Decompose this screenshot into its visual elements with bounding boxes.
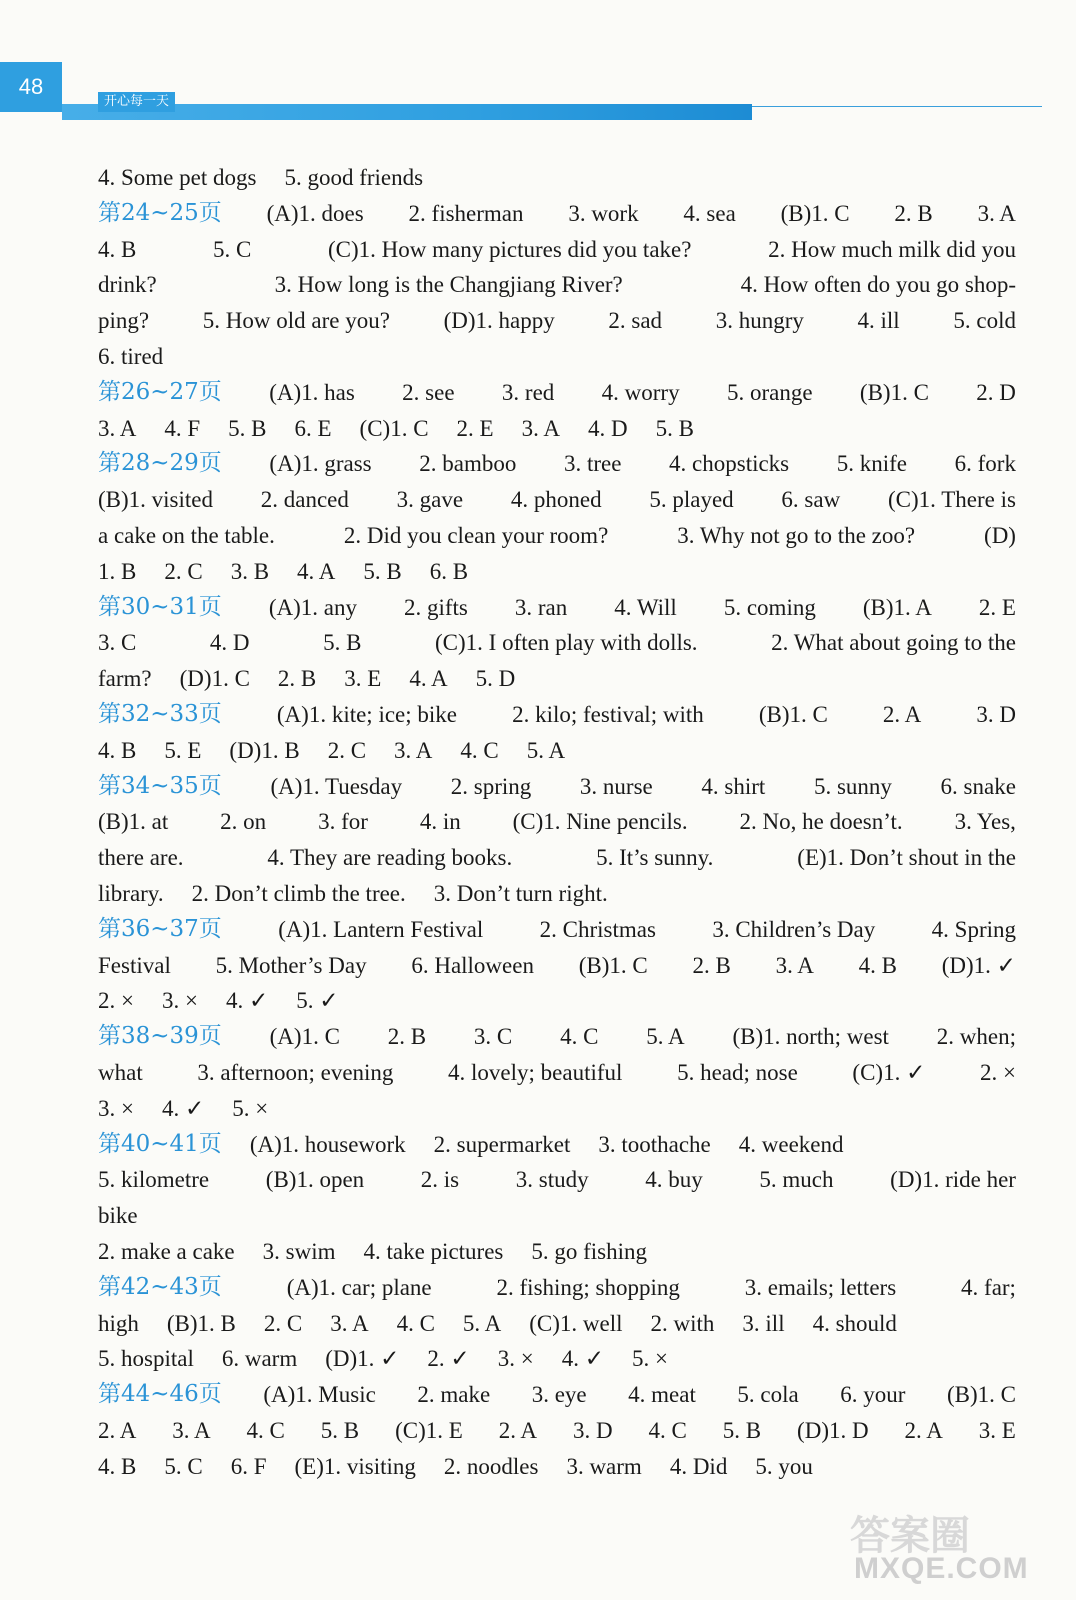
answer-line [98, 518, 1016, 554]
answer-item: 2. B [387, 1024, 427, 1050]
answer-item: 3. A [98, 415, 137, 441]
answer-item: 5. good friends [284, 165, 424, 190]
answer-item: 6. your [840, 1382, 906, 1408]
page-range-heading: 第24~25页 [98, 199, 222, 226]
answer-item: 6. B [429, 558, 469, 584]
answer-item: 2. noodles [443, 1453, 539, 1479]
answer-item: (A)1. C [269, 1024, 340, 1050]
answer-item: (D)1. ✓ [941, 952, 1016, 978]
answer-item: 3. A [394, 737, 433, 763]
answer-item: what [98, 1059, 143, 1085]
answer-item: 4. chopsticks [669, 451, 790, 477]
answer-item: 6. F [230, 1453, 267, 1479]
answer-item: (E)1. visiting [294, 1453, 416, 1479]
answer-item: 3. B [230, 558, 270, 584]
answer-item: (A)1. any [268, 594, 357, 620]
answer-item: 4. ✓ [225, 988, 269, 1014]
answer-item: 4. B [858, 952, 897, 978]
answer-item: (D) [984, 522, 1016, 548]
answer-item: (C)1. Nine pencils. [512, 809, 688, 835]
answer-item: 4. B [98, 236, 137, 262]
answer-item: 2. How much milk did you [768, 236, 1016, 262]
answer-item: (D)1. happy [443, 308, 555, 334]
answer-item: 2. make a cake [98, 1238, 235, 1264]
answer-item: 3. C [473, 1024, 513, 1050]
answer-item: (C)1. How many pictures did you take? [328, 236, 692, 262]
answer-line [98, 1091, 1016, 1127]
watermark-url: MXQE.COM [854, 1552, 1029, 1585]
answer-item: 3. work [568, 200, 639, 226]
answer-item: 4. F [164, 415, 201, 441]
answer-item: 2. C [263, 1310, 303, 1336]
answer-item: 2. fishing; shopping [496, 1274, 680, 1300]
answer-item: 2. fisherman [408, 200, 524, 226]
answer-item: 4. C [560, 1024, 599, 1050]
answer-item: 3. ran [514, 594, 568, 620]
answer-item: 2. B [894, 200, 933, 226]
answer-item: 3. eye [531, 1382, 587, 1408]
page-range-heading: 第34~35页 [98, 772, 222, 799]
answer-line [98, 1162, 1016, 1198]
answer-item: (B)1. at [98, 809, 169, 835]
answer-item: 3. afternoon; evening [197, 1059, 394, 1085]
answer-line [98, 840, 1016, 876]
answer-item: 2. when; [936, 1024, 1016, 1050]
answer-item: 4. buy [645, 1167, 703, 1193]
answer-item: 2. Christmas [539, 916, 656, 942]
answer-item: 2. A [498, 1417, 538, 1443]
answer-item: (A)1. kite; ice; bike [276, 701, 457, 727]
answer-item: there are. [98, 845, 184, 871]
answer-item: 5. much [759, 1167, 834, 1193]
answer-item: 5. go fishing [531, 1238, 648, 1264]
answer-item: drink? [98, 272, 157, 298]
answer-item: (B)1. C [859, 379, 929, 405]
answer-item: 3. D [976, 701, 1016, 727]
page-range-heading: 第36~37页 [98, 915, 222, 942]
answer-item: (E)1. Don’t shout in the [797, 845, 1016, 871]
answer-item: (C)1. I often play with dolls. [435, 630, 698, 656]
page-range-heading: 第40~41页 [98, 1130, 222, 1157]
answer-item: 5. B [363, 558, 402, 584]
answer-line [98, 232, 1016, 268]
answer-item: 3. for [318, 809, 368, 835]
answer-item: 3. gave [396, 487, 464, 513]
answer-item: 6. Halloween [411, 952, 534, 978]
answer-item: 3. hungry [715, 308, 804, 334]
answer-line [98, 1055, 1016, 1091]
answer-item: 2. Did you clean your room? [343, 522, 609, 548]
answer-line [98, 733, 1016, 769]
answer-item: 3. study [515, 1167, 589, 1193]
answer-line [98, 1449, 1016, 1485]
answer-item: 4. ✓ [561, 1346, 604, 1372]
answer-item: 5. × [232, 1095, 269, 1121]
page-range-heading: 第30~31页 [98, 593, 222, 620]
answer-item: 5. knife [836, 451, 908, 477]
answer-item: 4. Will [614, 594, 677, 620]
answer-item: (D)1. ride her [890, 1167, 1016, 1193]
answer-item: 2. Don’t climb the tree. [191, 880, 406, 906]
answer-item: (C)1. E [395, 1417, 463, 1443]
answer-item: 5. D [475, 666, 516, 692]
answer-item: 5. cold [953, 308, 1016, 334]
answer-item: 6. E [294, 415, 332, 441]
answer-item: 5. B [722, 1417, 762, 1443]
answer-line [98, 1198, 1016, 1234]
answer-item: 2. E [456, 415, 494, 441]
answer-item: 3. × [497, 1346, 534, 1372]
answer-line [98, 411, 1016, 447]
answer-item: 4. D [587, 415, 628, 441]
answer-item: 4. should [812, 1310, 897, 1336]
answer-item: 2. × [979, 1059, 1016, 1085]
page-range-heading: 第44~46页 [98, 1381, 222, 1408]
answer-key-content [98, 160, 1016, 1484]
answer-item: 6. fork [954, 451, 1016, 477]
answer-item: 4. in [419, 809, 461, 835]
answer-line [98, 446, 1016, 482]
answer-item: (A)1. Tuesday [270, 773, 403, 799]
answer-line [98, 1306, 1016, 1342]
answer-item: 3. warm [566, 1453, 642, 1479]
answer-item: 4. B [98, 1453, 137, 1479]
answer-item: 5. coming [723, 594, 816, 620]
answer-item: 6. warm [221, 1346, 298, 1372]
answer-item: 4. worry [601, 379, 680, 405]
answer-item: 4. meat [628, 1382, 696, 1408]
answer-item: 5. B [320, 1417, 360, 1443]
answer-item: 2. B [692, 952, 731, 978]
answer-line [98, 1234, 1016, 1270]
answer-line [98, 983, 1016, 1019]
answer-item: 4. How often do you go shop- [740, 272, 1016, 298]
answer-item: 3. C [98, 630, 137, 656]
answer-item: 5. ✓ [296, 988, 339, 1014]
answer-item: 3. red [501, 379, 555, 405]
answer-line [98, 1377, 1016, 1413]
answer-item: 4. B [98, 737, 137, 763]
answer-item: (D)1. ✓ [325, 1346, 400, 1372]
answer-item: 5. E [164, 737, 202, 763]
answer-line [98, 267, 1016, 303]
answer-item: 2. supermarket [433, 1131, 571, 1157]
answer-item: (B)1. visited [98, 487, 213, 513]
answer-item: 1. B [98, 558, 137, 584]
answer-item: 4. take pictures [363, 1238, 504, 1264]
answer-item: 5. Mother’s Day [215, 952, 367, 978]
page-range-heading: 第38~39页 [98, 1023, 222, 1050]
answer-line [98, 303, 1016, 339]
answer-item: 5. A [462, 1310, 502, 1336]
answer-item: (B)1. C [578, 952, 648, 978]
answer-item: 3. emails; letters [744, 1274, 897, 1300]
answer-item: 5. A [526, 737, 566, 763]
answer-item: 2. is [420, 1167, 460, 1193]
answer-item: 4. A [297, 558, 336, 584]
series-title: 开心每一天 [98, 92, 175, 112]
answer-item: 2. D [976, 379, 1016, 405]
page-range-heading: 第26~27页 [98, 378, 222, 405]
answer-item: (A)1. Music [263, 1382, 376, 1408]
answer-line [98, 1270, 1016, 1306]
answer-item: 2. No, he doesn’t. [739, 809, 903, 835]
answer-line [98, 804, 1016, 840]
answer-item: 4. C [648, 1417, 687, 1443]
answer-item: farm? [98, 666, 152, 692]
answer-item: 4. Spring [931, 916, 1016, 942]
answer-line [98, 1019, 1016, 1055]
page-range-heading: 第32~33页 [98, 700, 222, 727]
answer-item: 4. weekend [738, 1131, 844, 1157]
answer-item: (B)1. A [862, 594, 932, 620]
answer-line [98, 625, 1016, 661]
answer-item: 6. snake [940, 773, 1016, 799]
answer-line [98, 876, 1016, 912]
answer-item: 5. C [164, 1453, 203, 1479]
answer-item: 3. Yes, [954, 809, 1016, 835]
answer-item: 5. you [755, 1453, 813, 1479]
answer-item: 5. hospital [98, 1346, 194, 1372]
answer-item: 5. It’s sunny. [596, 845, 714, 871]
answer-line [98, 1341, 1016, 1377]
answer-line [98, 1413, 1016, 1449]
answer-item: 2. ✓ [427, 1346, 470, 1372]
answer-item: (A)1. does [266, 200, 364, 226]
answer-item: (C)1. There is [887, 487, 1016, 513]
answer-item: (D)1. B [229, 737, 300, 763]
answer-item: 4. D [209, 630, 250, 656]
answer-item: 5. B [228, 415, 267, 441]
answer-item: ping? [98, 308, 150, 334]
answer-item: (A)1. housework [249, 1131, 406, 1157]
answer-item: a cake on the table. [98, 522, 275, 548]
answer-item: 3. tree [563, 451, 622, 477]
answer-item: (A)1. has [269, 379, 355, 405]
answer-line [98, 1127, 1016, 1163]
answer-line [98, 482, 1016, 518]
answer-item: high [98, 1310, 139, 1336]
answer-item: (A)1. Lantern Festival [278, 916, 484, 942]
answer-item: 5. kilometre [98, 1167, 210, 1193]
answer-item: 3. nurse [579, 773, 653, 799]
answer-item: 4. phoned [510, 487, 602, 513]
answer-item: 2. sad [608, 308, 663, 334]
answer-item: 3. ill [742, 1310, 785, 1336]
answer-item: 5. A [646, 1024, 685, 1050]
answer-item: Festival [98, 952, 171, 978]
answer-item: 5. × [631, 1346, 668, 1372]
answer-item: (D)1. C [179, 666, 250, 692]
answer-item: 4. lovely; beautiful [448, 1059, 623, 1085]
answer-item: 3. E [344, 666, 382, 692]
site-watermark [846, 1500, 1046, 1590]
answer-item: 5. head; nose [677, 1059, 798, 1085]
answer-item: 2. with [650, 1310, 715, 1336]
answer-item: 3. A [330, 1310, 369, 1336]
page-range-heading: 第28~29页 [98, 450, 222, 477]
answer-item: 3. E [978, 1417, 1016, 1443]
answer-item: 2. on [220, 809, 267, 835]
answer-item: 4. ✓ [161, 1095, 205, 1121]
answer-line [98, 339, 1016, 375]
answer-line [98, 554, 1016, 590]
answer-item: 5. cola [737, 1382, 799, 1408]
answer-item: (C)1. well [529, 1310, 623, 1336]
answer-line [98, 661, 1016, 697]
answer-item: (B)1. C [758, 701, 828, 727]
answer-item: 2. spring [450, 773, 532, 799]
answer-line [98, 160, 1016, 196]
answer-item: library. [98, 880, 164, 906]
answer-item: 2. danced [260, 487, 349, 513]
answer-item: 3. A [172, 1417, 211, 1443]
answer-item: 2. gifts [403, 594, 468, 620]
answer-item: (B)1. open [265, 1167, 365, 1193]
answer-item: 4. Some pet dogs [98, 165, 257, 190]
answer-item: 2. see [402, 379, 455, 405]
answer-item: 2. A [882, 701, 922, 727]
answer-item: 2. A [98, 1417, 137, 1443]
answer-item: (B)1. C [947, 1382, 1016, 1408]
answer-item: 4. C [396, 1310, 435, 1336]
answer-line [98, 375, 1016, 411]
answer-item: 4. sea [683, 200, 736, 226]
answer-item: 3. Don’t turn right. [433, 880, 608, 906]
answer-item: 2. E [978, 594, 1016, 620]
answer-item: 3. A [977, 200, 1016, 226]
answer-item: 2. C [327, 737, 367, 763]
answer-item: 5. played [649, 487, 734, 513]
answer-item: 4. A [409, 666, 448, 692]
answer-item: 2. B [277, 666, 317, 692]
answer-item: 4. They are reading books. [267, 845, 513, 871]
page-range-heading: 第42~43页 [98, 1273, 222, 1300]
answer-item: 2. C [164, 558, 203, 584]
answer-item: 3. Children’s Day [712, 916, 876, 942]
answer-item: 5. How old are you? [202, 308, 390, 334]
header-rule [752, 106, 1042, 107]
answer-item: 2. A [904, 1417, 943, 1443]
answer-item: bike [98, 1203, 138, 1229]
answer-item: 2. kilo; festival; with [512, 701, 704, 727]
answer-item: 3. Why not go to the zoo? [677, 522, 916, 548]
answer-item: 4. shirt [701, 773, 766, 799]
answer-item: (A)1. grass [269, 451, 372, 477]
answer-item: 3. toothache [598, 1131, 711, 1157]
answer-item: (D)1. D [797, 1417, 869, 1443]
answer-line [98, 948, 1016, 984]
answer-item: 4. C [460, 737, 499, 763]
answer-item: 3. A [521, 415, 560, 441]
answer-item: 6. tired [98, 343, 164, 369]
answer-item: 3. How long is the Changjiang River? [274, 272, 623, 298]
answer-item: (B)1. C [780, 200, 850, 226]
answer-item: 4. far; [961, 1274, 1016, 1300]
answer-item: 4. ill [857, 308, 900, 334]
answer-item: 3. × [161, 988, 198, 1014]
answer-item: 2. make [417, 1382, 491, 1408]
answer-item: (C)1. ✓ [852, 1059, 926, 1085]
answer-line [98, 697, 1016, 733]
answer-line [98, 590, 1016, 626]
answer-item: 3. D [572, 1417, 613, 1443]
answer-item: 3. swim [262, 1238, 336, 1264]
page-number-tab: 48 [0, 62, 62, 112]
answer-item: 5. C [213, 236, 252, 262]
answer-item: (B)1. north; west [732, 1024, 889, 1050]
answer-item: 5. B [655, 415, 694, 441]
answer-item: 5. sunny [813, 773, 892, 799]
answer-item: 3. A [775, 952, 814, 978]
answer-item: 2. × [98, 988, 134, 1014]
answer-item: 5. B [323, 630, 362, 656]
answer-item: (A)1. car; plane [286, 1274, 432, 1300]
answer-item: 3. × [98, 1095, 134, 1121]
answer-item: 2. bamboo [419, 451, 517, 477]
answer-line [98, 196, 1016, 232]
answer-item: (B)1. B [166, 1310, 236, 1336]
answer-line [98, 912, 1016, 948]
answer-item: 5. orange [726, 379, 813, 405]
answer-item: 2. What about going to the [771, 630, 1016, 656]
answer-item: 4. C [246, 1417, 285, 1443]
answer-item: 4. Did [669, 1453, 728, 1479]
answer-item: (C)1. C [359, 415, 429, 441]
watermark-logo: 答案圈 [850, 1513, 970, 1559]
answer-line [98, 769, 1016, 805]
answer-item: 6. saw [781, 487, 841, 513]
